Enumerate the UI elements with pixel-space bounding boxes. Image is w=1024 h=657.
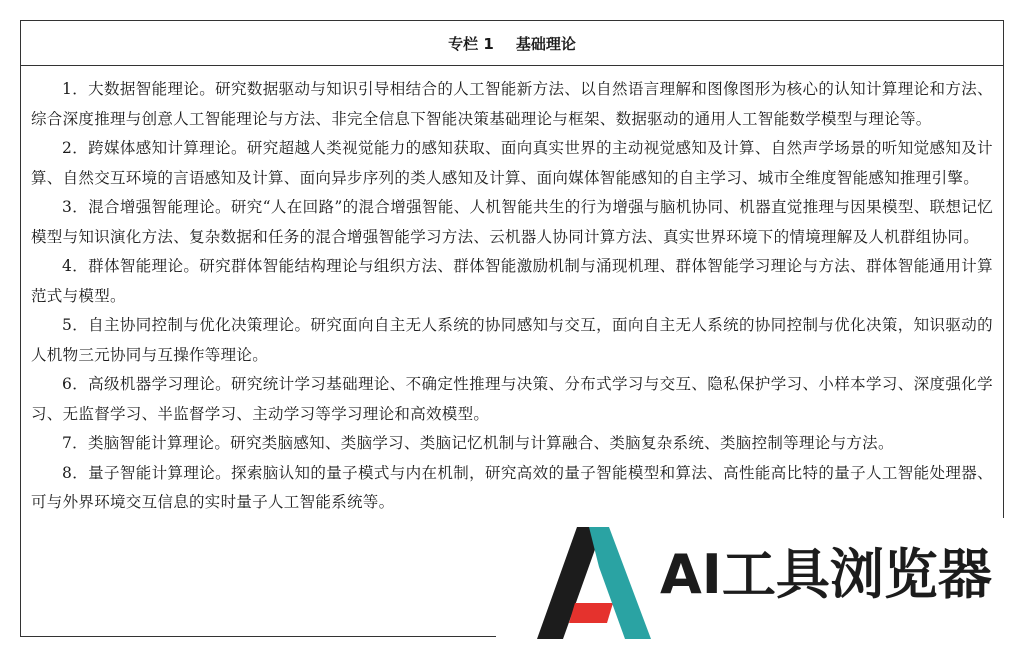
box-header	[21, 21, 1003, 66]
paragraph-4: 4．群体智能理论。研究群体智能结构理论与组织方法、群体智能激励机制与涌现机理、群体智能学习理论与方法、群体智能通用计算范式与模型。	[31, 257, 993, 305]
box-body	[21, 66, 1003, 518]
paragraph-3: 3．混合增强智能理论。研究“人在回路”的混合增强智能、人机智能共生的行为增强与脑机协同、机器直觉推理与因果模型、联想记忆模型与知识演化方法、复杂数据和任务的混合增强智能学习方法、云机器人协同计算方法、真实世界环境下的情境理解及人机群组协同。	[31, 198, 993, 246]
paragraph-2: 2．跨媒体感知计算理论。研究超越人类视觉能力的感知获取、面向真实世界的主动视觉感知及计算、自然声学场景的听知觉感知及计算、自然交互环境的言语感知及计算、面向异步序列的类人感知及计算、面向媒体智能感知的自主学习、城市全维度智能感知推理引擎。	[31, 139, 993, 187]
logo-icon	[537, 527, 651, 639]
paragraph-5: 5．自主协同控制与优化决策理论。研究面向自主无人系统的协同感知与交互，面向自主无人系统的协同控制与优化决策，知识驱动的人机物三元协同与互操作等理论。	[31, 316, 993, 364]
box-title: 基础理论	[515, 34, 576, 53]
logo-red-block	[569, 603, 613, 623]
paragraph-7: 7．类脑智能计算理论。研究类脑感知、类脑学习、类脑记忆机制与计算融合、类脑复杂系统、类脑控制等理论与方法。	[62, 434, 894, 452]
paragraph-1: 1．大数据智能理论。研究数据驱动与知识引导相结合的人工智能新方法、以自然语言理解和图像图形为核心的认知计算理论和方法、综合深度推理与创意人工智能理论与方法、非完全信息下智能决策基础理论与框架、数据驱动的通用人工智能数学模型与理论等。	[31, 80, 993, 128]
box-label: 专栏 1	[448, 34, 494, 53]
watermark-text: AI工具浏览器	[660, 543, 992, 606]
paragraph-6: 6．高级机器学习理论。研究统计学习基础理论、不确定性推理与决策、分布式学习与交互、隐私保护学习、小样本学习、深度强化学习、无监督学习、半监督学习、主动学习等学习理论和高效模型。	[31, 375, 993, 423]
paragraph-8: 8．量子智能计算理论。探索脑认知的量子模式与内在机制，研究高效的量子智能模型和算法、高性能高比特的量子人工智能处理器、可与外界环境交互信息的实时量子人工智能系统等。	[31, 463, 993, 511]
